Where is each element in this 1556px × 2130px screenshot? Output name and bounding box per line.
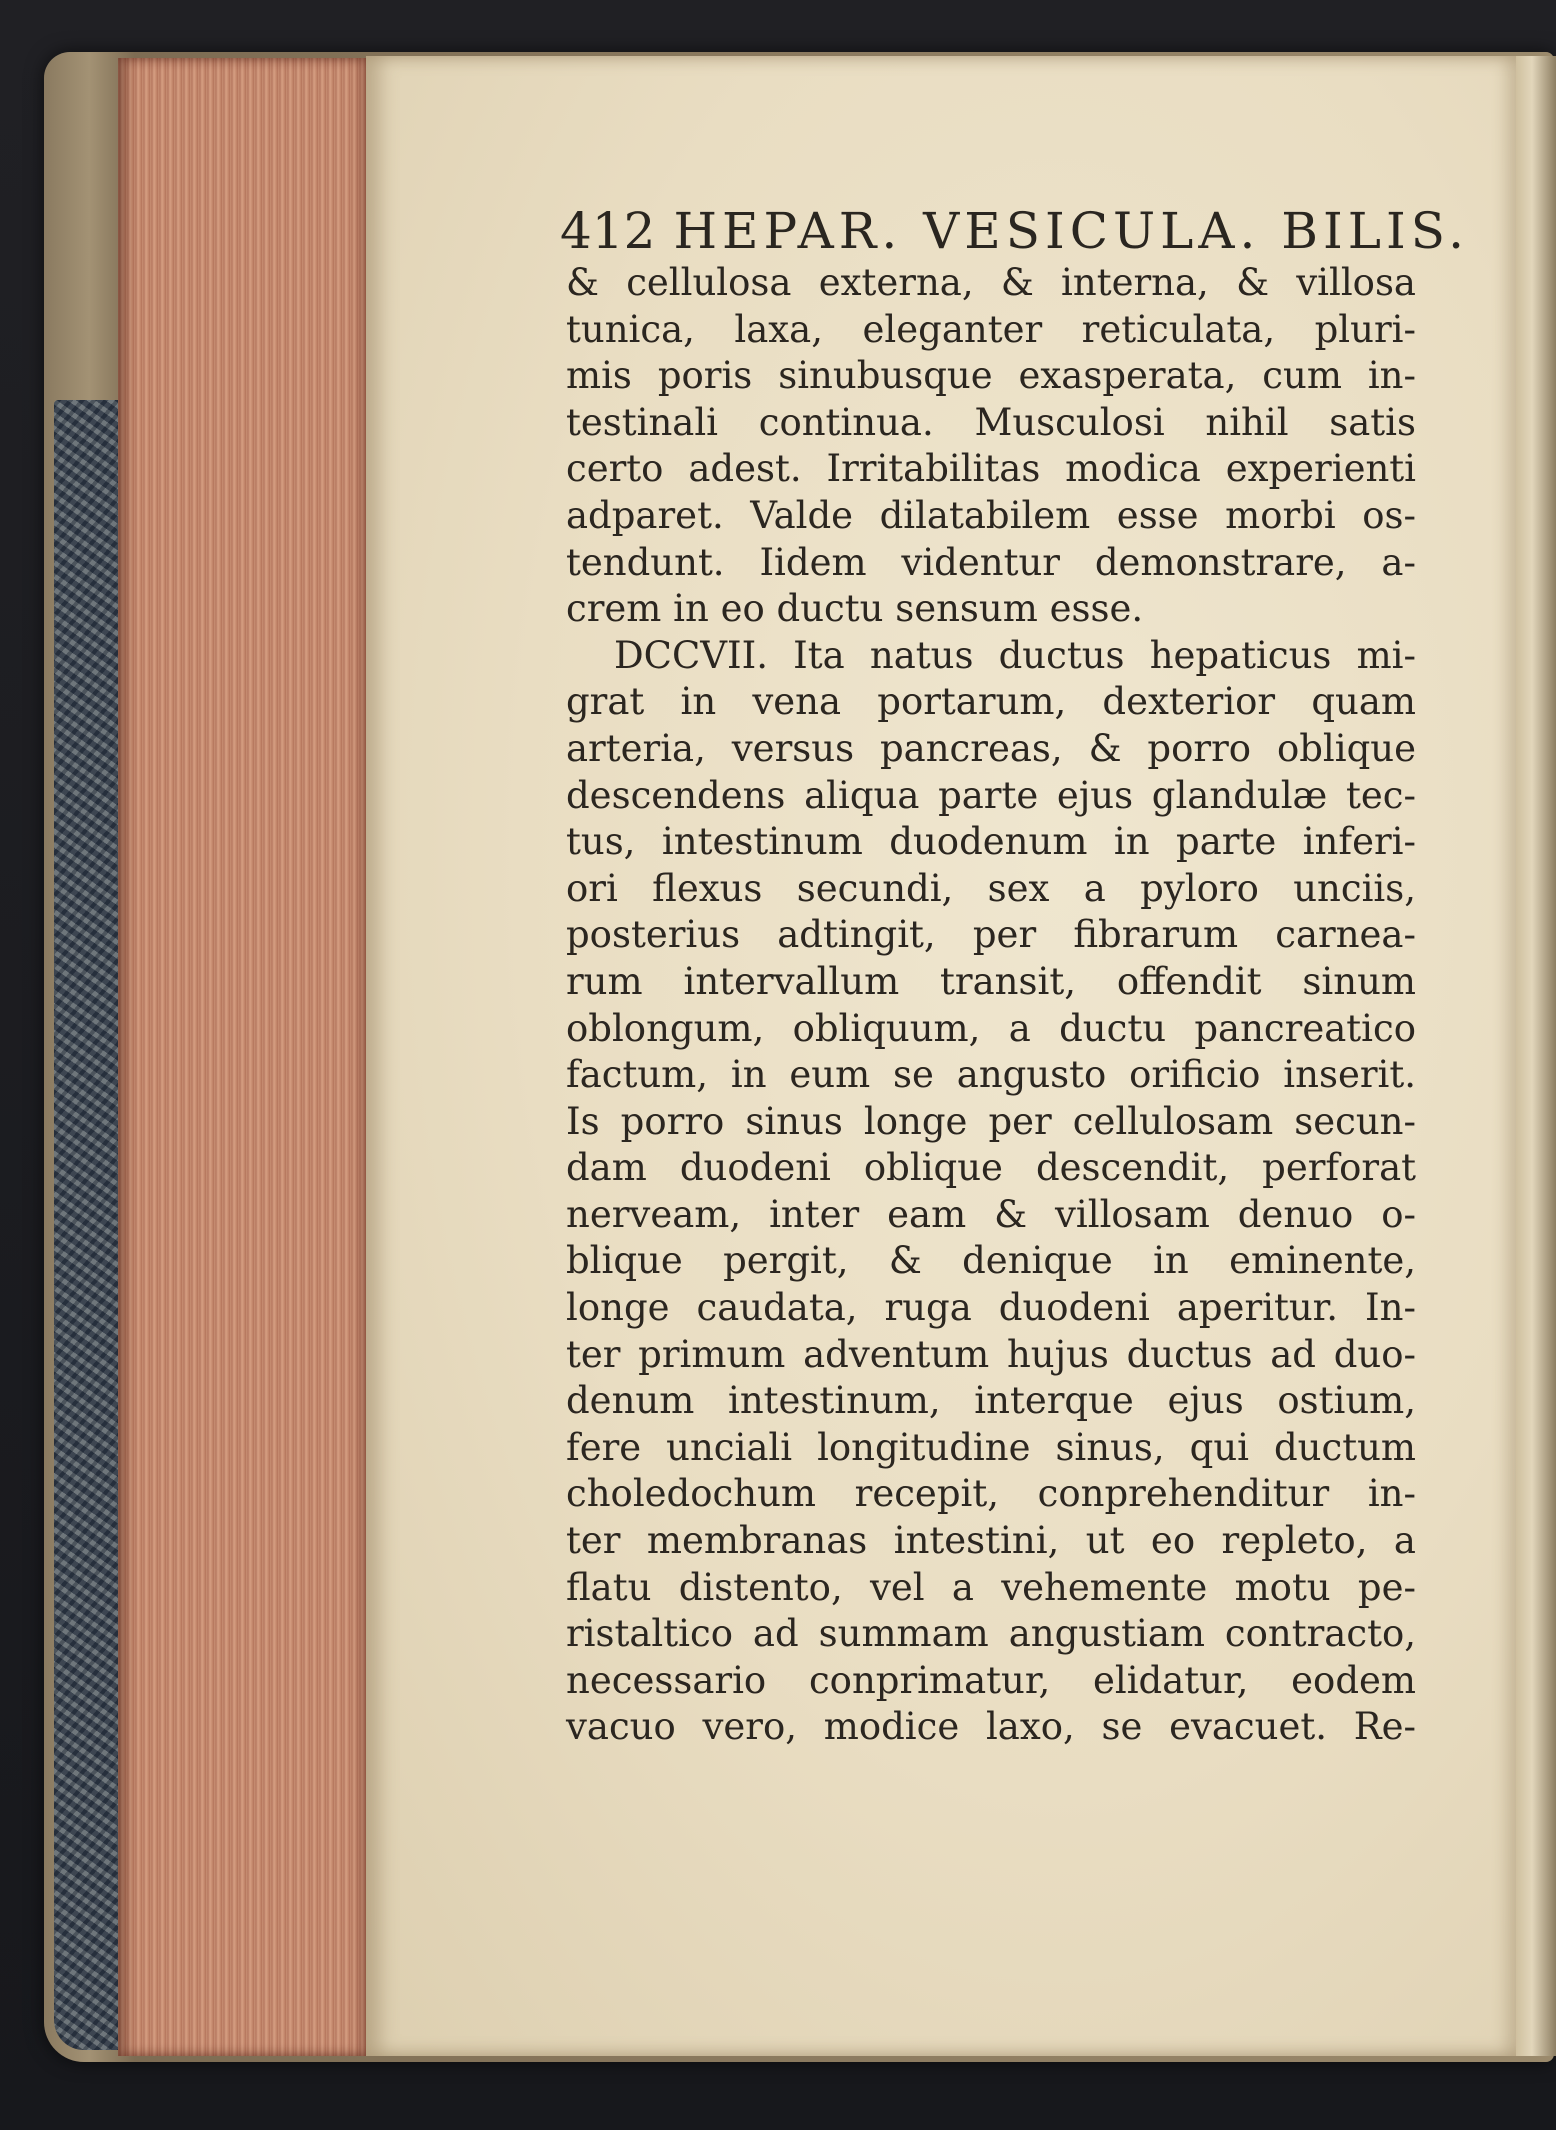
text-line: fere unciali longitudine sinus, qui ductum [566, 1425, 1416, 1469]
text-line: choledochum recepit, conprehenditur in- [566, 1472, 1416, 1516]
text-line: ristaltico ad summam angustiam contracto, [566, 1612, 1416, 1656]
text-line: arteria, versus pancreas, & porro oblique [566, 726, 1416, 770]
text-line: factum, in eum se angusto orificio inserit. [566, 1053, 1416, 1097]
page-right-edge [1516, 56, 1556, 2056]
text-line: tus, intestinum duodenum in parte inferi- [566, 820, 1416, 864]
text-line: tendunt. Iidem videntur demonstrare, a- [566, 540, 1416, 584]
text-line: ori flexus secundi, sex a pyloro unciis, [566, 866, 1416, 910]
text-line: tunica, laxa, eleganter reticulata, pluri- [566, 307, 1416, 351]
text-line: necessario conprimatur, elidatur, eodem [566, 1658, 1416, 1702]
text-line: flatu distento, vel a vehemente motu pe- [566, 1565, 1416, 1609]
text-line: posterius adtingit, per fibrarum carnea- [566, 913, 1416, 957]
text-line: adparet. Valde dilatabilem esse morbi os- [566, 493, 1416, 537]
text-line: ter primum adventum hujus ductus ad duo- [566, 1332, 1416, 1376]
text-line: grat in vena portarum, dexterior quam [566, 680, 1416, 724]
text-line: certo adest. Irritabilitas modica experienti [566, 447, 1416, 491]
text-line: & cellulosa externa, & interna, & villosa [566, 261, 1416, 304]
page-block-edges [118, 58, 366, 2056]
section-heading-line: DCCVII. Ita natus ductus hepaticus mi- [614, 633, 1416, 677]
text-line: testinali continua. Musculosi nihil satis [566, 400, 1416, 444]
page-text [566, 260, 1416, 1751]
text-line: Is porro sinus longe per cellulosam secun- [566, 1099, 1416, 1143]
text-line: vacuo vero, modice laxo, se evacuet. Re- [566, 1705, 1416, 1749]
text-line: rum intervallum transit, offendit sinum [566, 959, 1416, 1003]
text-line: blique pergit, & denique in eminente, [566, 1239, 1416, 1283]
text-line: descendens aliqua parte ejus glandulæ tec- [566, 773, 1416, 817]
text-line: crem in eo ductu sensum esse. [566, 587, 1144, 631]
text-line: denum intestinum, interque ejus ostium, [566, 1379, 1416, 1423]
text-line: mis poris sinubusque exasperata, cum in- [566, 354, 1416, 398]
text-line: nerveam, inter eam & villosam denuo o- [566, 1192, 1416, 1236]
text-line: dam duodeni oblique descendit, perforat [566, 1146, 1416, 1190]
text-line: ter membranas intestini, ut eo repleto, a [566, 1519, 1416, 1563]
running-title: HEPAR. VESICULA. BILIS. [673, 202, 1470, 260]
text-line: oblongum, obliquum, a ductu pancreatico [566, 1006, 1416, 1050]
text-line: longe caudata, ruga duodeni aperitur. In- [566, 1286, 1416, 1330]
running-header [560, 196, 1470, 266]
page-number: 412 [560, 202, 656, 260]
